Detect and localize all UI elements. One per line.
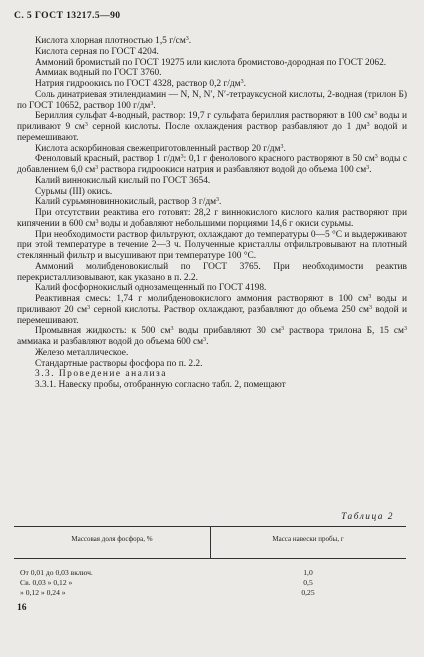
paragraph: Сурьмы (III) окись.	[35, 186, 113, 197]
paragraph: 3.3.1. Навеску пробы, отобранную согласно табл. 2, помещают	[35, 380, 286, 390]
paragraph: Железо металлическое.	[35, 347, 129, 358]
table-row-1-range: От 0,01 до 0,03 включ.	[20, 568, 93, 577]
table-row-3-range: » 0,12 » 0,24 »	[20, 588, 66, 597]
paragraph: Калий виннокислый кислый по ГОСТ 3654.	[35, 175, 211, 186]
table-row-1-mass: 1,0	[303, 568, 313, 577]
table-row-2-range: Св. 0,03 » 0,12 »	[20, 578, 73, 587]
paragraph: Реактивная смесь: 1,74 г молибденовокислого аммония растворяют в 100 $см^3$ воды и приливают 20 $см^3$ серной кислоты. Раствор охлаждают, разбавляют до объема 250 $см^3$ водой и перемешивают.	[17, 294, 407, 326]
table-caption: Таблица 2	[341, 512, 394, 522]
paragraph: Кислота серная по ГОСТ 4204.	[35, 46, 159, 57]
paragraph: Стандартные растворы фосфора по п. 2.2.	[35, 358, 203, 369]
paragraph: При необходимости раствор фильтруют, охлаждают до температуры 0—5 °С и выдерживают при этой температуре в течение 2—3 ч. Полученные кристаллы отфильтровывают на плотный стеклянный фильтр и высушивают при температуре 100 °С.	[17, 229, 407, 261]
paragraph: Калий сурьмяновиннокислый, раствор 3 $г/дм^3$.	[35, 197, 222, 208]
paragraph: Феноловый красный, раствор 1 $г/дм^3$: 0,1 г фенолового красного растворяют в 50 $см^3$ воды с добавлением 6,0 $см^3$ раствора гидроокиси натрия и разбавляют водой до объема 100 $см^3$.	[17, 154, 408, 175]
col-header-phosphorus: Массовая доля фосфора, %	[71, 535, 153, 543]
paragraph: Бериллия сульфат 4-водный, раствор: 19,7 г сульфата бериллия растворяют в 100 $см^3$ воды и приливают 9 $см^3$ серной кислоты. После охлаждения раствор разбавляют до 1 $дм^3$ водой и перемешивают.	[17, 111, 408, 143]
paragraph: Кислота аскорбиновая свежеприготовленный раствор 20 $г/дм^3$.	[35, 143, 286, 154]
col-header-sample-mass: Масса навески пробы, г	[272, 535, 344, 543]
paragraph: Аммоний бромистый по ГОСТ 19275 или кислота бромистово-дородная по ГОСТ 2062.	[35, 57, 387, 68]
paragraph: Натрия гидроокись по ГОСТ 4328, раствор 0,2 $г/дм^3$.	[35, 79, 246, 89]
paragraph: Аммоний молибденовокислый по ГОСТ 3765. При необходимости реактив перекристаллизовывают, как указано в п. 2.2.	[17, 261, 407, 283]
paragraph: Соль динатриевая этилендиамин — N, N, N′, N′-тетрауксусной кислоты, 2-водная (трилон Б) по ГОСТ 10652, раствор 100 $г/дм^3$.	[17, 89, 407, 111]
paragraph: Аммиак водный по ГОСТ 3760.	[35, 68, 162, 79]
paragraph: При отсутствии реактива его готовят: 28,2 г виннокислого кислого калия растворяют при кипячении в 600 $см^3$ воды и добавляют небольшими порциями 14,6 г окиси сурьмы.	[17, 208, 407, 229]
body-text	[17, 36, 407, 391]
paragraph: Калий фосфорнокислый однозамещенный по ГОСТ 4198.	[35, 283, 267, 294]
paragraph: 3.3. Проведение анализа	[35, 369, 167, 380]
table-header-rule	[14, 558, 406, 559]
paragraph: Промывная жидкость: к 500 $см^3$ воды прибавляют 30 $см^3$ раствора трилона Б, 15 $см^3$ аммиака и разбавляют водой до объема 600 $см^3$.	[17, 326, 407, 347]
table-row-3-mass: 0,25	[301, 588, 315, 597]
paragraph: Кислота хлорная плотностью 1,5 $г/см^3$.	[35, 36, 192, 46]
running-header: С. 5 ГОСТ 13217.5—90	[14, 10, 121, 21]
page-number: 16	[17, 602, 27, 613]
table-row-2-mass: 0,5	[303, 578, 313, 587]
